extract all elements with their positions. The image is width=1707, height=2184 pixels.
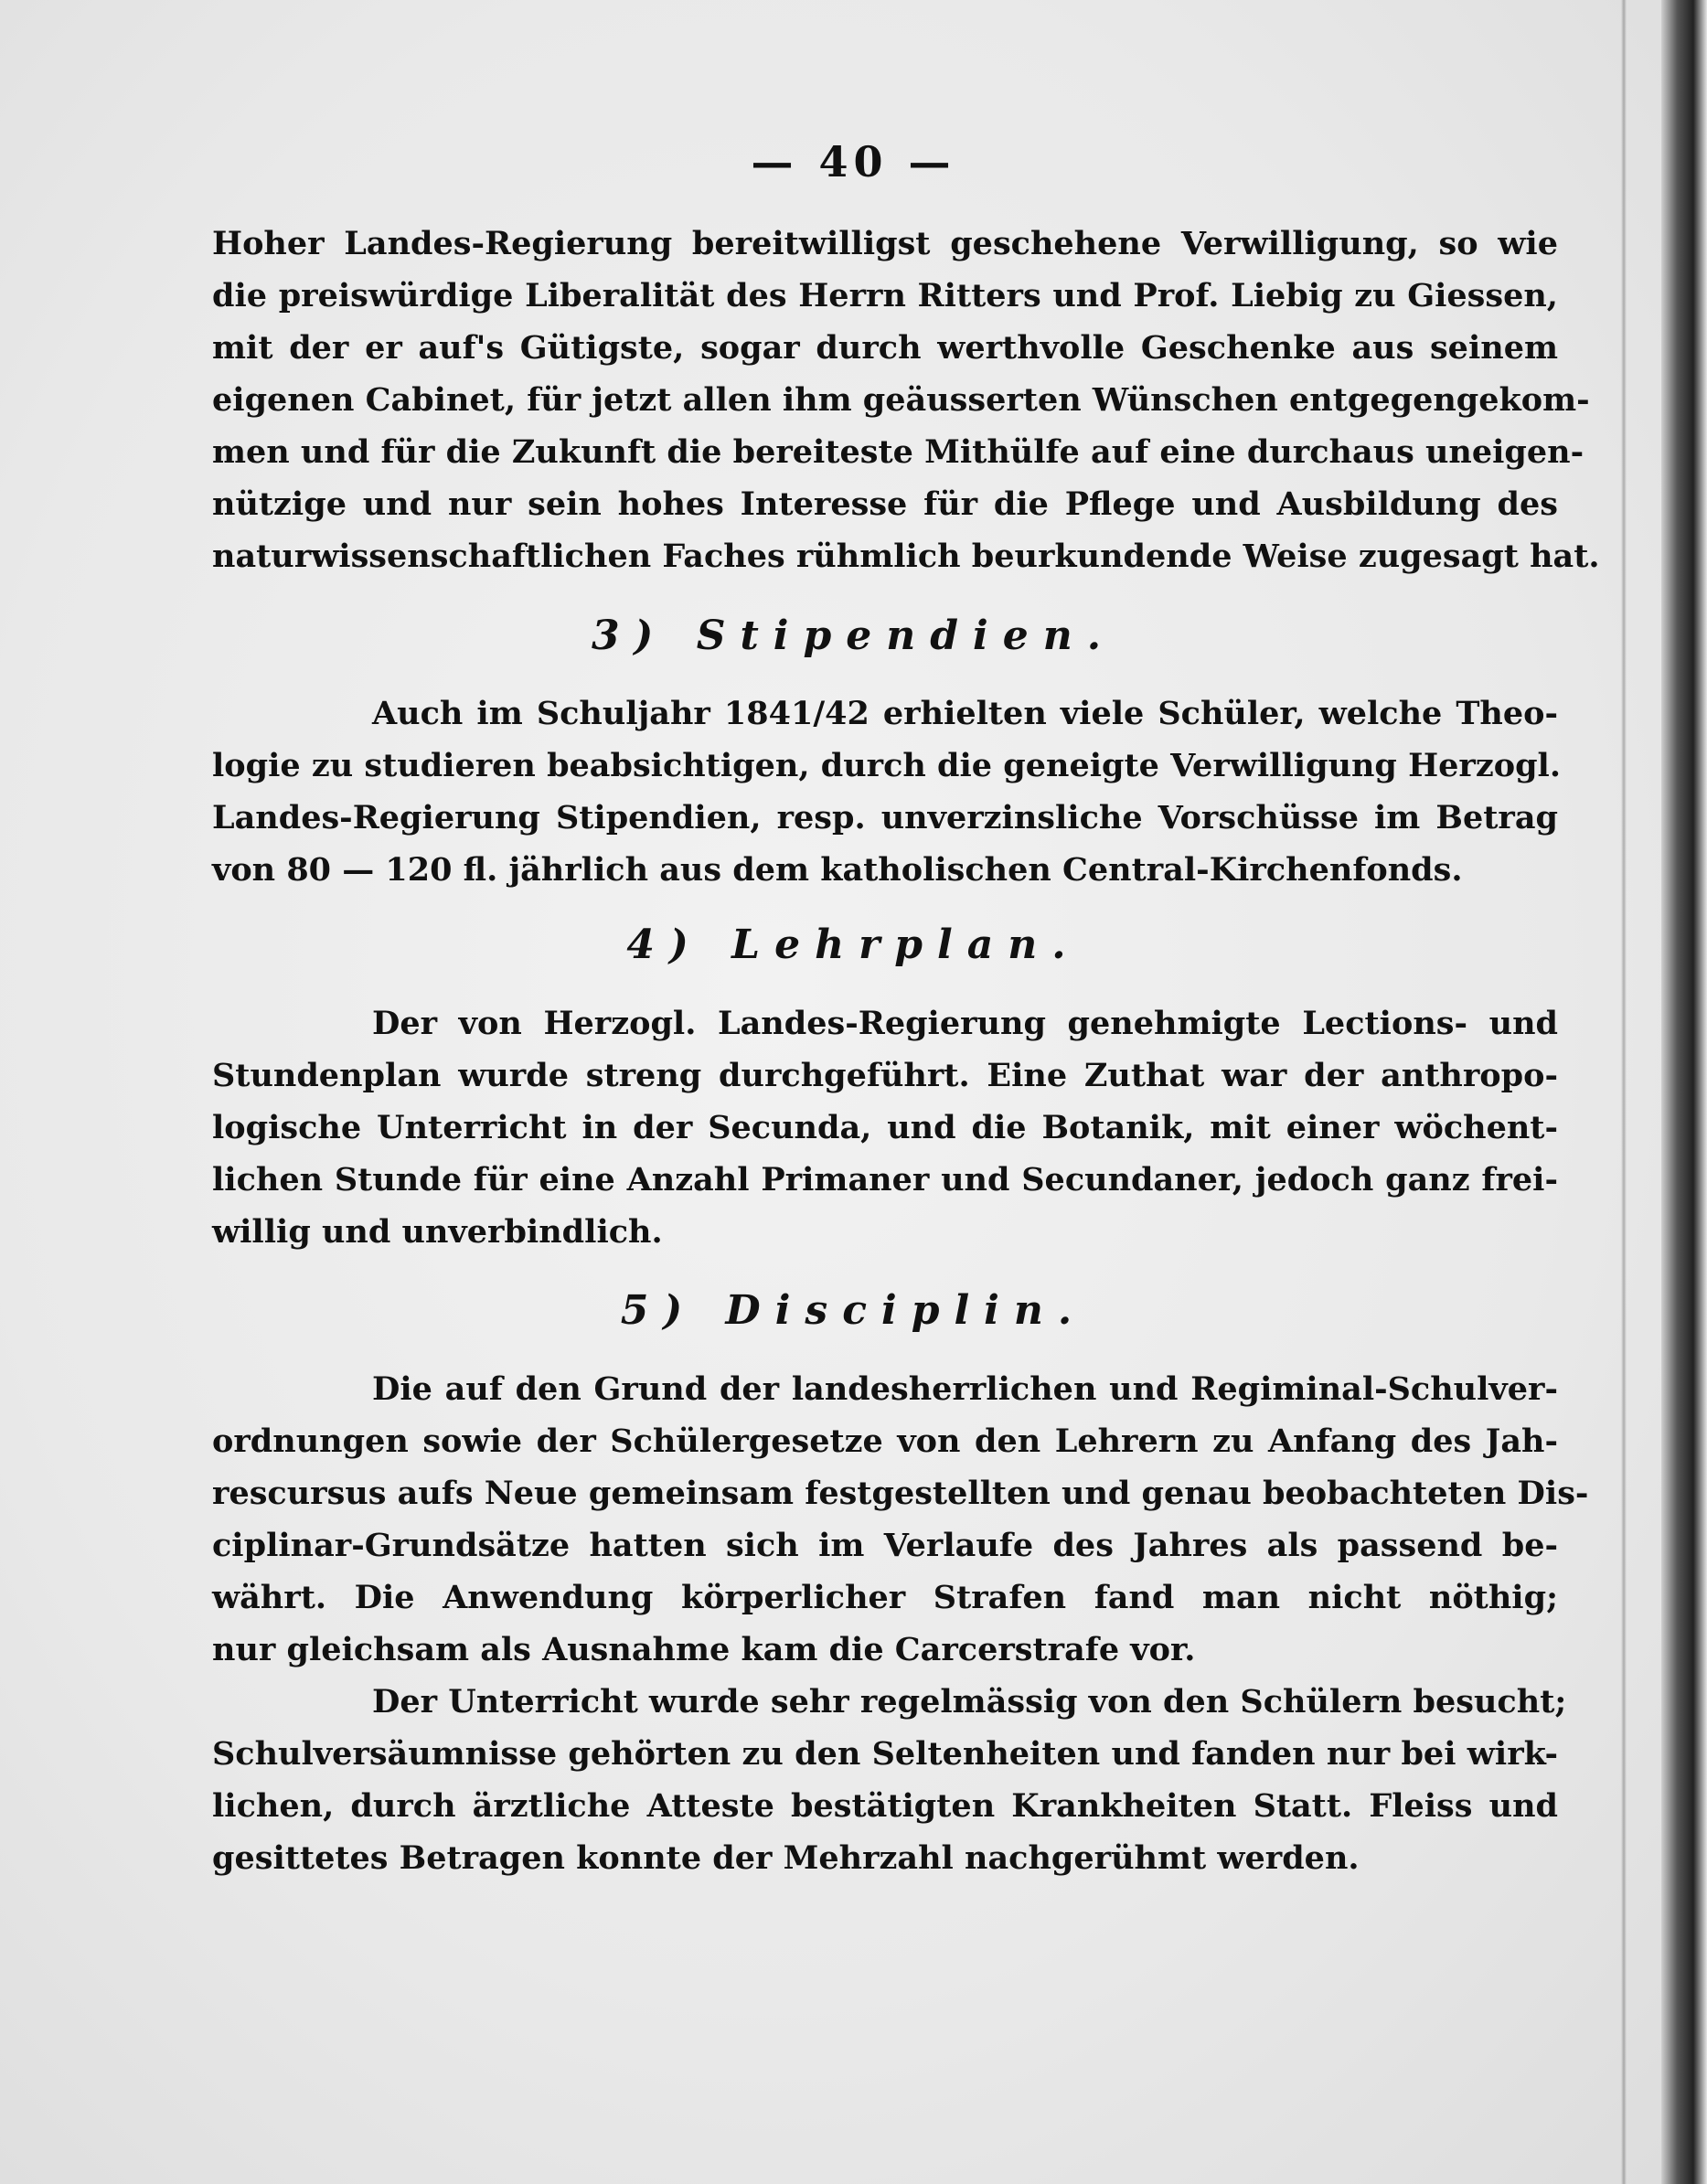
text-line: Stundenplan wurde streng durchgeführt. Eine Zuthat war der anthropo- bbox=[212, 1057, 1558, 1094]
paragraph-lehrplan bbox=[212, 997, 1558, 1258]
paragraph-stipendien bbox=[212, 687, 1562, 896]
text-line: Hoher Landes-Regierung bereitwilligst geschehene Verwilligung, so wie bbox=[212, 225, 1558, 262]
text-line: nützige und nur sein hohes Interesse für die Pflege und Ausbildung des bbox=[212, 485, 1558, 523]
text-line: von 80 — 120 fl. jährlich aus dem katholischen Central-Kirchenfonds. bbox=[212, 851, 1463, 889]
text-line: lichen Stunde für eine Anzahl Primaner und Secundaner, jedoch ganz frei- bbox=[212, 1161, 1558, 1199]
gutter-shadow bbox=[1621, 0, 1627, 2184]
text-line: die preiswürdige Liberalität des Herrn Ritters und Prof. Liebig zu Giessen, bbox=[212, 277, 1558, 314]
paragraph-disciplin bbox=[212, 1363, 1589, 1884]
page-number: — 40 — bbox=[751, 137, 956, 186]
paragraph-liberality bbox=[212, 218, 1600, 582]
text-line: währt. Die Anwendung körperlicher Strafen fand man nicht nöthig; bbox=[212, 1579, 1558, 1616]
page-edge bbox=[1661, 0, 1707, 2184]
text-line: rescursus aufs Neue gemeinsam festgestellten und genau beobachteten Dis- bbox=[212, 1475, 1589, 1512]
text-line: Der von Herzogl. Landes-Regierung genehmigte Lections- und bbox=[372, 1005, 1558, 1042]
text-line: Die auf den Grund der landesherrlichen und Regiminal-Schulver- bbox=[372, 1370, 1558, 1408]
text-line: gesittetes Betragen konnte der Mehrzahl nachgerühmt werden. bbox=[212, 1839, 1360, 1877]
heading-lehrplan: 4) Lehrplan. bbox=[626, 922, 1081, 968]
text-line: ciplinar-Grundsätze hatten sich im Verlaufe des Jahres als passend be- bbox=[212, 1527, 1558, 1564]
text-line: mit der er auf's Gütigste, sogar durch werthvolle Geschenke aus seinem bbox=[212, 329, 1558, 367]
text-line: Der Unterricht wurde sehr regelmässig von den Schülern besucht; bbox=[372, 1683, 1567, 1721]
text-line: nur gleichsam als Ausnahme kam die Carcerstrafe vor. bbox=[212, 1631, 1196, 1668]
heading-stipendien: 3) Stipendien. bbox=[591, 613, 1116, 659]
heading-disciplin: 5) Disciplin. bbox=[620, 1287, 1087, 1334]
text-line: Auch im Schuljahr 1841/42 erhielten viele Schüler, welche Theo- bbox=[372, 695, 1558, 732]
text-line: eigenen Cabinet, für jetzt allen ihm geäusserten Wünschen entgegengekom- bbox=[212, 381, 1590, 419]
text-line: willig und unverbindlich. bbox=[212, 1213, 663, 1251]
text-line: men und für die Zukunft die bereiteste Mithülfe auf eine durchaus uneigen- bbox=[212, 433, 1584, 471]
text-line: logische Unterricht in der Secunda, und die Botanik, mit einer wöchent- bbox=[212, 1109, 1558, 1146]
text-line: Landes-Regierung Stipendien, resp. unverzinsliche Vorschüsse im Betrag bbox=[212, 799, 1558, 836]
text-line: ordnungen sowie der Schülergesetze von den Lehrern zu Anfang des Jah- bbox=[212, 1422, 1558, 1460]
text-line: lichen, durch ärztliche Atteste bestätigten Krankheiten Statt. Fleiss und bbox=[212, 1787, 1558, 1825]
text-line: naturwissenschaftlichen Faches rühmlich beurkundende Weise zugesagt hat. bbox=[212, 538, 1600, 575]
text-line: Schulversäumnisse gehörten zu den Seltenheiten und fanden nur bei wirk- bbox=[212, 1735, 1558, 1773]
text-line: logie zu studieren beabsichtigen, durch die geneigte Verwilligung Herzogl. bbox=[212, 747, 1562, 784]
